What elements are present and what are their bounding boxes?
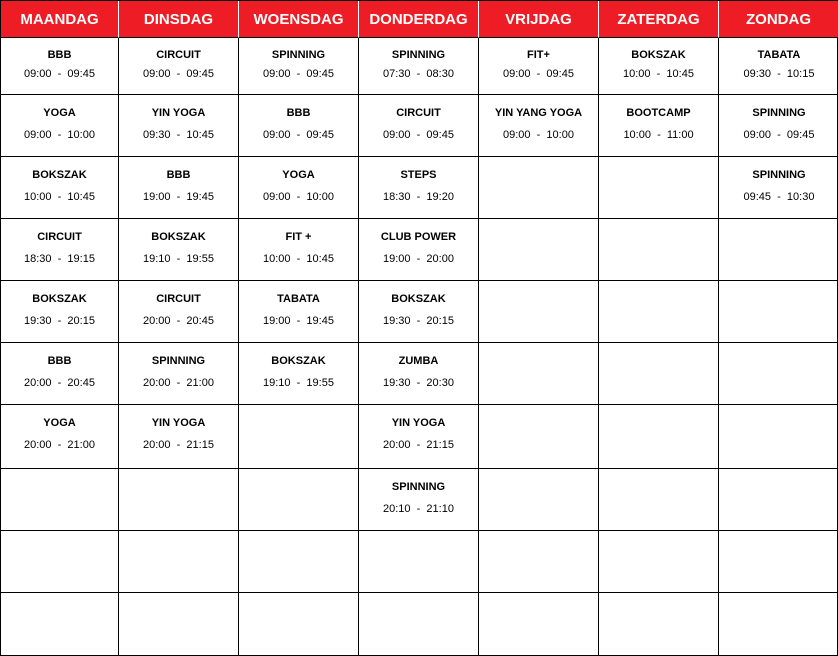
schedule-cell: [599, 531, 719, 593]
class-name: YIN YOGA: [151, 417, 206, 429]
schedule-cell: [239, 281, 359, 343]
schedule-cell: [359, 531, 479, 593]
schedule-cell: [119, 157, 239, 219]
class-time: 20:00 - 21:15: [143, 439, 214, 451]
schedule-cell: [599, 38, 719, 95]
schedule-cell: [239, 219, 359, 281]
class-time: 10:00 - 11:00: [623, 129, 694, 141]
schedule-cell: [599, 593, 719, 656]
class-name: SPINNING: [271, 49, 326, 61]
schedule-cell: [719, 95, 838, 157]
class-name: SPINNING: [391, 49, 446, 61]
class-time: 19:00 - 19:45: [263, 315, 334, 327]
schedule-cell: [599, 343, 719, 405]
class-name: ZUMBA: [398, 355, 439, 367]
schedule-cell: [479, 219, 599, 281]
schedule-cell: [119, 281, 239, 343]
schedule-cell: [1, 469, 119, 531]
schedule-cell: [599, 405, 719, 469]
schedule-cell: [239, 38, 359, 95]
schedule-cell: [599, 469, 719, 531]
class-name: YOGA: [43, 107, 76, 119]
class-time: 19:10 - 19:55: [263, 377, 334, 389]
class-time: 20:00 - 21:00: [24, 439, 95, 451]
schedule-cell: [599, 157, 719, 219]
schedule-cell: [239, 95, 359, 157]
schedule-cell: [119, 469, 239, 531]
class-name: CLUB POWER: [380, 231, 457, 243]
schedule-cell: [1, 531, 119, 593]
day-header-woensdag: WOENSDAG: [239, 1, 359, 38]
class-time: 09:00 - 09:45: [503, 68, 574, 80]
day-header-zaterdag: ZATERDAG: [599, 1, 719, 38]
schedule-cell: [599, 281, 719, 343]
schedule-cell: [479, 343, 599, 405]
class-time: 10:00 - 10:45: [623, 68, 694, 80]
class-time: 09:00 - 10:00: [24, 129, 95, 141]
schedule-cell: [719, 38, 838, 95]
schedule-cell: [719, 343, 838, 405]
day-header-vrijdag: VRIJDAG: [479, 1, 599, 38]
class-name: BOKSZAK: [151, 231, 206, 243]
schedule-cell: [1, 219, 119, 281]
class-name: YIN YANG YOGA: [494, 107, 583, 119]
class-name: CIRCUIT: [156, 293, 201, 305]
schedule-cell: [239, 469, 359, 531]
schedule-cell: [119, 95, 239, 157]
class-name: SPINNING: [752, 169, 806, 181]
class-time: 20:10 - 21:10: [383, 503, 454, 515]
class-time: 20:00 - 20:45: [143, 315, 214, 327]
schedule-cell: [599, 95, 719, 157]
schedule-cell: [359, 343, 479, 405]
class-time: 07:30 - 08:30: [383, 68, 454, 80]
class-time: 18:30 - 19:15: [24, 253, 95, 265]
schedule-cell: [719, 469, 838, 531]
class-name: TABATA: [757, 49, 801, 61]
class-name: CIRCUIT: [156, 49, 201, 61]
class-name: BOKSZAK: [271, 355, 326, 367]
class-time: 19:00 - 19:45: [143, 191, 214, 203]
schedule-cell: [239, 531, 359, 593]
schedule-cell: [359, 593, 479, 656]
class-time: 09:45 - 10:30: [743, 191, 815, 203]
schedule-cell: [359, 157, 479, 219]
class-time: 20:00 - 20:45: [24, 377, 95, 389]
class-time: 09:00 - 09:45: [263, 68, 334, 80]
schedule-cell: [119, 219, 239, 281]
schedule-cell: [719, 219, 838, 281]
class-name: BBB: [166, 169, 191, 181]
class-time: 10:00 - 10:45: [24, 191, 95, 203]
schedule-cell: [599, 219, 719, 281]
schedule-cell: [119, 531, 239, 593]
day-header-maandag: MAANDAG: [1, 1, 119, 38]
class-time: 09:30 - 10:45: [143, 129, 214, 141]
class-name: BOKSZAK: [391, 293, 446, 305]
class-name: YOGA: [282, 169, 315, 181]
schedule-cell: [119, 593, 239, 656]
schedule-cell: [719, 531, 838, 593]
schedule-cell: [1, 343, 119, 405]
schedule-cell: [479, 281, 599, 343]
class-name: BOKSZAK: [32, 169, 87, 181]
schedule-cell: [479, 38, 599, 95]
class-time: 10:00 - 10:45: [263, 253, 334, 265]
schedule-cell: [359, 405, 479, 469]
schedule-cell: [719, 405, 838, 469]
class-time: 19:10 - 19:55: [143, 253, 214, 265]
schedule-cell: [239, 157, 359, 219]
class-name: SPINNING: [752, 107, 806, 119]
class-name: BBB: [47, 355, 72, 367]
schedule-cell: [119, 405, 239, 469]
schedule-cell: [479, 157, 599, 219]
schedule-cell: [1, 95, 119, 157]
schedule-cell: [719, 593, 838, 656]
schedule-cell: [359, 281, 479, 343]
schedule-cell: [359, 469, 479, 531]
schedule-cell: [479, 593, 599, 656]
class-time: 09:00 - 09:45: [383, 129, 454, 141]
class-name: YOGA: [43, 417, 76, 429]
schedule-cell: [479, 95, 599, 157]
class-time: 09:00 - 09:45: [743, 129, 815, 141]
schedule-cell: [719, 157, 838, 219]
class-time: 19:30 - 20:15: [24, 315, 95, 327]
class-name: SPINNING: [391, 481, 446, 493]
class-name: BBB: [286, 107, 311, 119]
class-time: 18:30 - 19:20: [383, 191, 454, 203]
schedule-cell: [719, 281, 838, 343]
schedule-cell: [479, 531, 599, 593]
class-time: 09:00 - 09:45: [263, 129, 334, 141]
schedule-cell: [1, 593, 119, 656]
class-time: 09:00 - 10:00: [503, 129, 574, 141]
class-name: BOOTCAMP: [626, 107, 691, 119]
schedule-cell: [239, 343, 359, 405]
class-name: YIN YOGA: [151, 107, 206, 119]
class-time: 09:00 - 09:45: [24, 68, 95, 80]
schedule-cell: [239, 593, 359, 656]
class-name: CIRCUIT: [396, 107, 441, 119]
class-time: 19:30 - 20:15: [383, 315, 454, 327]
schedule-cell: [479, 405, 599, 469]
class-name: FIT+: [527, 49, 550, 61]
class-time: 09:30 - 10:15: [743, 68, 815, 80]
class-name: FIT +: [285, 231, 312, 243]
class-name: CIRCUIT: [37, 231, 82, 243]
day-header-dinsdag: DINSDAG: [119, 1, 239, 38]
schedule-cell: [119, 38, 239, 95]
day-header-zondag: ZONDAG: [719, 1, 838, 38]
class-time: 19:00 - 20:00: [383, 253, 454, 265]
schedule-cell: [1, 405, 119, 469]
class-time: 19:30 - 20:30: [383, 377, 454, 389]
schedule-cell: [359, 95, 479, 157]
schedule-cell: [1, 281, 119, 343]
class-time: 20:00 - 21:15: [383, 439, 454, 451]
class-name: YIN YOGA: [391, 417, 446, 429]
schedule-cell: [359, 38, 479, 95]
schedule-cell: [359, 219, 479, 281]
schedule-cell: [1, 157, 119, 219]
class-time: 09:00 - 10:00: [263, 191, 334, 203]
class-name: TABATA: [277, 293, 320, 305]
class-name: BBB: [47, 49, 72, 61]
schedule-cell: [479, 469, 599, 531]
class-name: BOKSZAK: [631, 49, 686, 61]
class-time: 20:00 - 21:00: [143, 377, 214, 389]
class-name: BOKSZAK: [32, 293, 87, 305]
schedule-cell: [239, 405, 359, 469]
class-time: 09:00 - 09:45: [143, 68, 214, 80]
schedule-cell: [119, 343, 239, 405]
schedule-cell: [1, 38, 119, 95]
class-name: SPINNING: [151, 355, 206, 367]
day-header-donderdag: DONDERDAG: [359, 1, 479, 38]
class-name: STEPS: [400, 169, 437, 181]
